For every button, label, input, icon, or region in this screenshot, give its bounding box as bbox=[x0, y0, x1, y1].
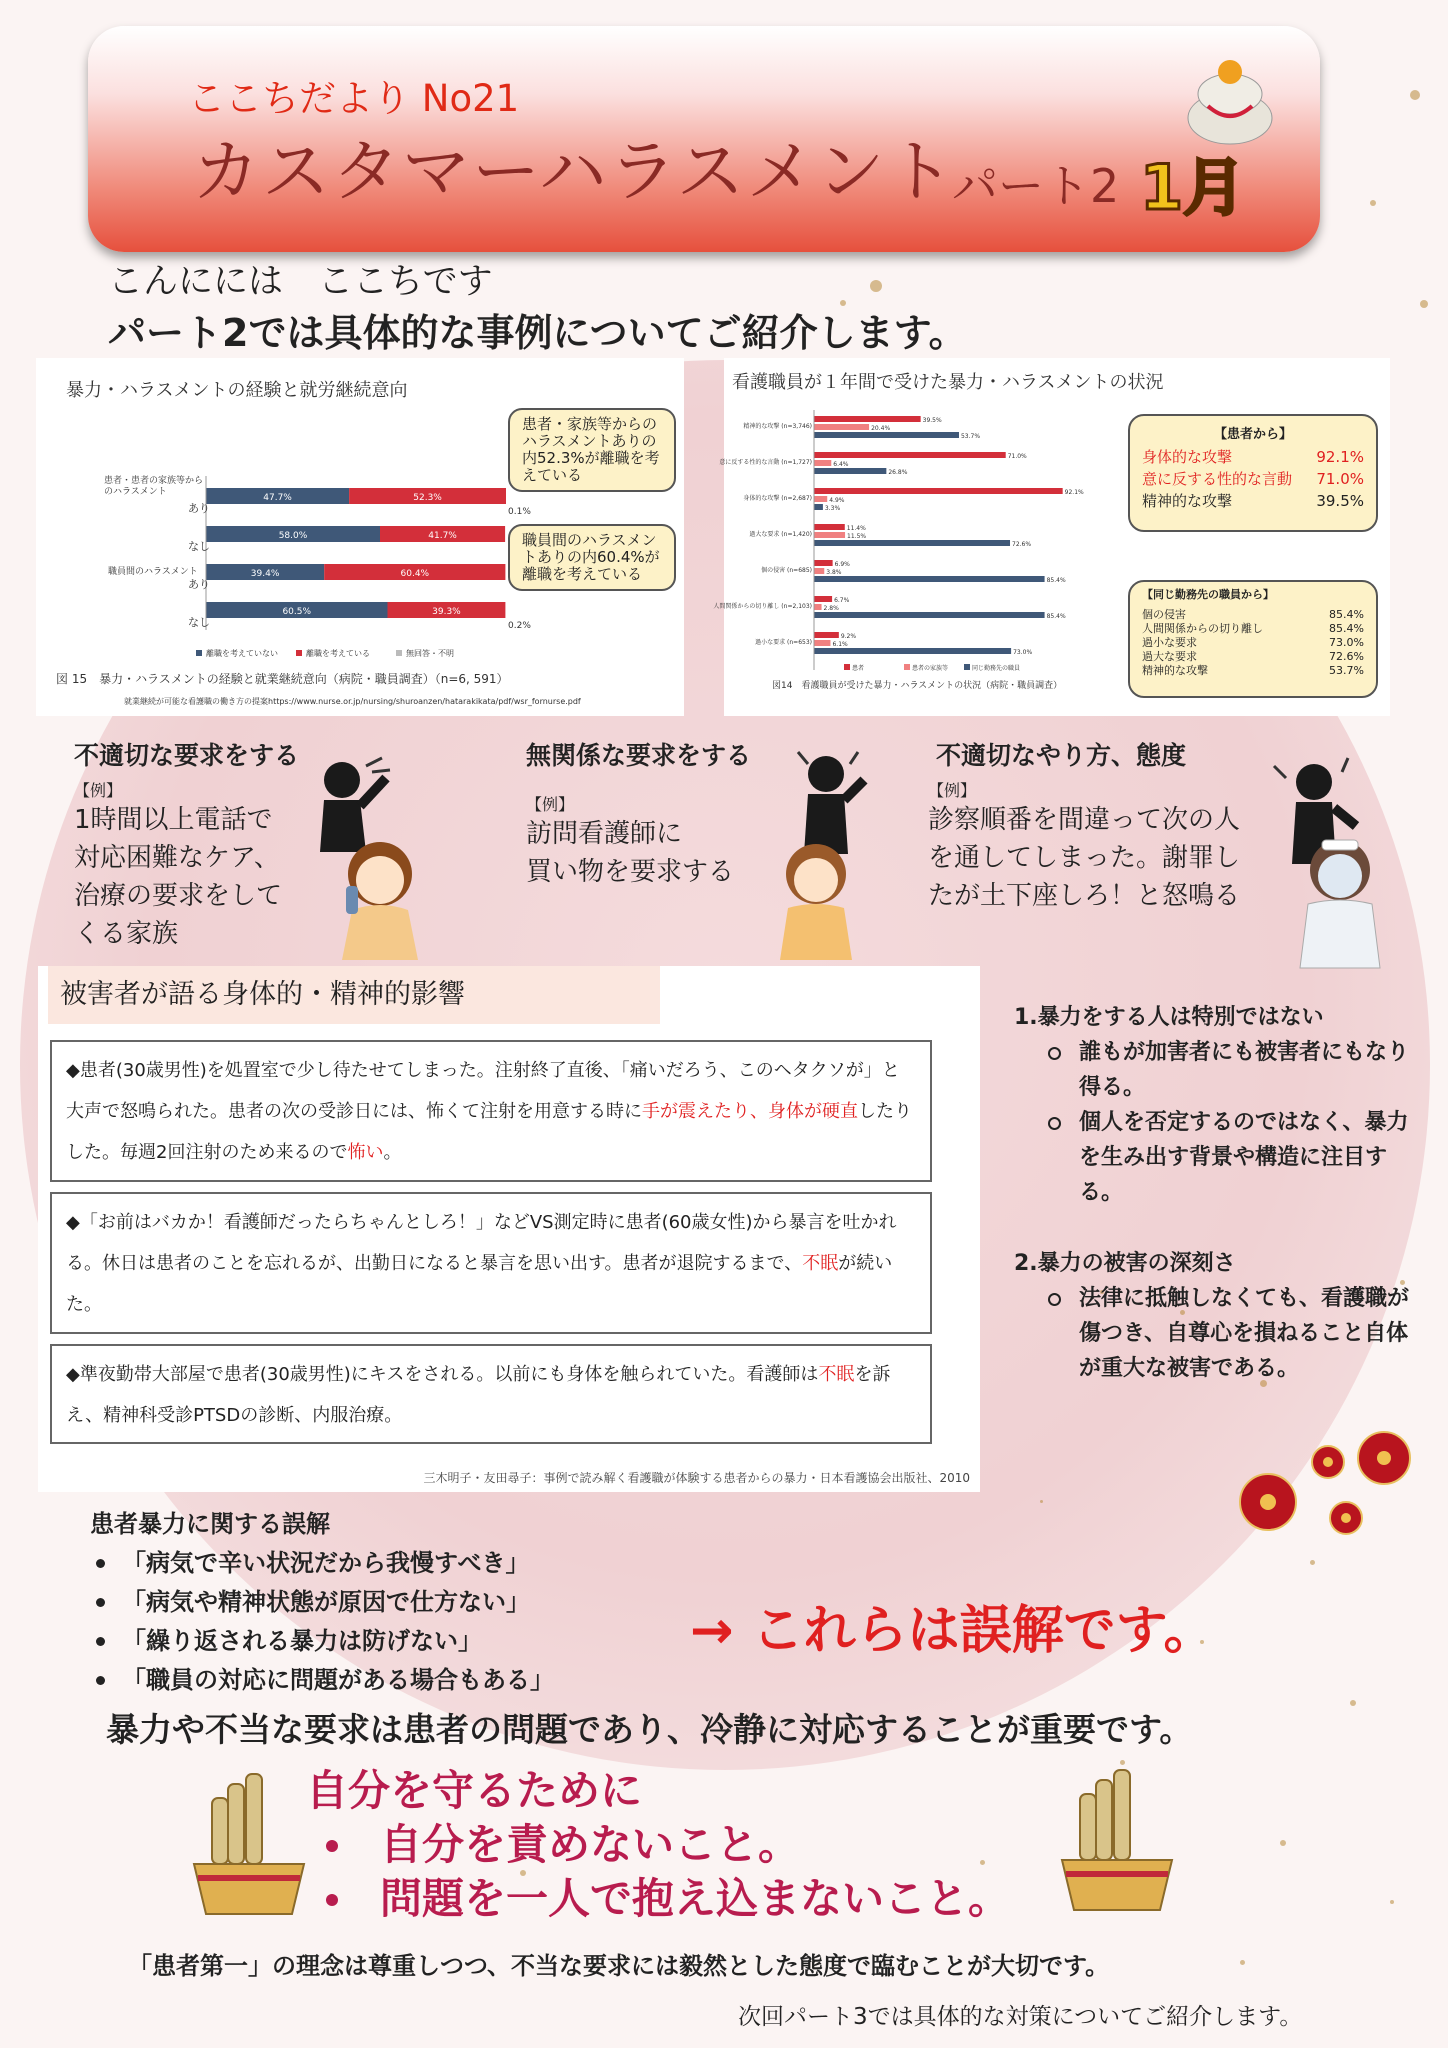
month-label: 1月 bbox=[1140, 151, 1246, 224]
key-points bbox=[1014, 1000, 1424, 1386]
conclusion: 暴力や不当な要求は患者の問題であり、冷静に対応することが重要です。 bbox=[106, 1710, 1193, 1749]
chart1-caption: 図 15 暴力・ハラスメントの経験と就業継続意向（病院・職員調査）（n=6, 591） bbox=[56, 672, 509, 686]
gold-speck bbox=[1420, 300, 1428, 308]
staff-row-3: 過小な要求 73.0% bbox=[1142, 636, 1364, 649]
chart2-label-3-1: 11.5% bbox=[847, 533, 867, 540]
point-2-sub-1: 法律に抵触しなくても、看護職が傷つき、自尊心を損ねること自体が重大な被害である。 bbox=[1014, 1281, 1424, 1386]
staff-row-2: 人間関係からの切り離し 85.4% bbox=[1142, 622, 1364, 635]
chart1-cat-2: なし bbox=[188, 540, 210, 553]
chart2-title: 看護職員が１年間で受けた暴力・ハラスメントの状況 bbox=[732, 372, 1164, 393]
victim-impact-section bbox=[38, 966, 980, 1492]
chart2-bar-3-0 bbox=[814, 524, 845, 530]
protect-heading: 自分を守るために bbox=[306, 1766, 643, 1815]
nurse-sad-icon bbox=[1290, 818, 1390, 968]
gold-speck bbox=[1120, 1760, 1125, 1765]
plum-blossom-icon bbox=[1228, 1418, 1428, 1568]
impact-heading: 被害者が語る身体的・精神的影響 bbox=[48, 966, 660, 1024]
chart2-bar-6-2 bbox=[814, 648, 1011, 654]
gold-speck bbox=[870, 280, 882, 292]
chart2-bar-1-1 bbox=[814, 460, 831, 466]
case1-example-label: 【例】 bbox=[74, 781, 123, 800]
chart1-label-2-0: 39.4% bbox=[250, 569, 280, 579]
chart2-label-4-0: 6.9% bbox=[834, 561, 850, 568]
impact-citation: 三木明子・友田尋子：事例で読み解く看護職が体験する患者からの暴力・日本看護協会出版社、2010 bbox=[423, 1471, 970, 1485]
misconception-4: 「職員の対応に問題がある場合もある」 bbox=[90, 1661, 554, 1700]
case1-line4: くる家族 bbox=[74, 919, 179, 949]
gold-speck bbox=[1280, 1840, 1286, 1846]
misconception-1: 「病気で辛い状況だから我慢すべき」 bbox=[90, 1544, 554, 1583]
chart2-bar-0-1 bbox=[814, 424, 869, 430]
chart2-bar-0-2 bbox=[814, 432, 959, 438]
chart2-bar-3-2 bbox=[814, 540, 1010, 546]
case3-line3: たが土下座しろ！と怒鳴る bbox=[928, 881, 1241, 911]
chart2-cat-1: 意に反する性的な言動 (n=1,727) bbox=[719, 459, 812, 466]
gold-speck bbox=[1240, 1960, 1245, 1965]
chart1-cat-3: あり bbox=[188, 578, 210, 591]
chart1-bubble2: 職員間のハラスメントありの内60.4%が離職を考えている bbox=[508, 524, 676, 591]
point-2-heading: 2.暴力の被害の深刻さ bbox=[1014, 1251, 1236, 1276]
box-patients-title: 【患者から】 bbox=[1213, 427, 1292, 442]
chart1-label-0-2: 0.1% bbox=[508, 507, 531, 517]
chart2-label-0-2: 53.7% bbox=[960, 433, 981, 440]
chart1-title: 暴力・ハラスメントの経験と就労継続意向 bbox=[66, 380, 408, 401]
chart1-cat-1: あり bbox=[188, 502, 210, 515]
chart2-cat-5: 人間関係からの切り離し (n=2,103) bbox=[713, 603, 812, 610]
nurse-phone-icon bbox=[330, 830, 430, 960]
chart2-legend-1: 患者の家族等 bbox=[912, 665, 949, 672]
case1-line2: 対応困難なケア、 bbox=[74, 843, 280, 873]
chart2-legend-swatch-1 bbox=[904, 664, 910, 670]
chart2-label-5-0: 6.7% bbox=[834, 597, 850, 604]
misconception-verdict: → これらは誤解です。 bbox=[690, 1601, 1216, 1661]
chart1-legend-swatch-2 bbox=[396, 650, 402, 656]
staff-row-5: 精神的な攻撃 53.7% bbox=[1142, 664, 1364, 677]
chart1-legend-swatch-1 bbox=[296, 650, 302, 656]
chart2-legend-swatch-2 bbox=[964, 664, 970, 670]
case1-line1: 1時間以上電話で bbox=[74, 805, 273, 835]
chart-panel-status bbox=[713, 358, 1390, 716]
chart2-cat-0: 精神的な攻撃 (n=3,746) bbox=[743, 423, 812, 430]
chart1-bubble1: 患者・家族等からのハラスメントありの内52.3%が離職を考えている bbox=[508, 408, 676, 492]
chart1-legend-2: 無回答・不明 bbox=[406, 649, 454, 658]
chart2-cat-2: 身体的な攻撃 (n=2,687) bbox=[743, 495, 812, 502]
patients-row-3: 精神的な攻撃 39.5% bbox=[1142, 492, 1364, 510]
chart2-cat-3: 過大な要求 (n=1,420) bbox=[749, 531, 812, 538]
kagami-mochi-icon bbox=[1178, 56, 1282, 148]
patients-row-1: 身体的な攻撃 92.1% bbox=[1142, 448, 1364, 466]
chart1-legend-swatch-0 bbox=[196, 650, 202, 656]
box-staff-title: 【同じ勤務先の職員から】 bbox=[1142, 588, 1274, 601]
chart2-bar-1-0 bbox=[814, 452, 1006, 458]
case3-line1: 診察順番を間違って次の人 bbox=[928, 805, 1241, 835]
chart2-legend-0: 患者 bbox=[852, 665, 865, 672]
greeting-line1: こんにには ここちです bbox=[108, 262, 493, 302]
chart2-bar-4-2 bbox=[814, 576, 1045, 582]
chart2-bar-6-0 bbox=[814, 632, 839, 638]
chart1-group2: 職員間のハラスメント bbox=[108, 567, 198, 577]
case3-line2: を通してしまった。謝罪し bbox=[928, 843, 1241, 873]
patients-row-2: 意に反する性的な言動 71.0% bbox=[1142, 470, 1364, 488]
case-inappropriate-manner bbox=[928, 736, 1240, 915]
chart2-bar-0-0 bbox=[814, 416, 921, 422]
chart2-legend-swatch-0 bbox=[844, 664, 850, 670]
misconception-3: 「繰り返される暴力は防げない」 bbox=[90, 1622, 554, 1661]
chart2-label-3-0: 11.4% bbox=[846, 525, 866, 532]
staff-row-1: 個の侵害 85.4% bbox=[1142, 608, 1364, 621]
chart2-bar-3-1 bbox=[814, 532, 845, 538]
chart2-cat-4: 個の侵害 (n=685) bbox=[761, 567, 812, 574]
chart2-label-2-2: 3.3% bbox=[824, 505, 841, 512]
header-banner bbox=[88, 26, 1320, 252]
misconception-2: 「病気や精神状態が原因で仕方ない」 bbox=[90, 1583, 554, 1622]
chart2-label-0-0: 39.5% bbox=[922, 417, 942, 424]
point-1-sub-1: 誰もが加害者にも被害者にもなり得る。 bbox=[1014, 1035, 1424, 1105]
next-issue-note: 次回パート3では具体的な対策についてご紹介します。 bbox=[738, 2004, 1303, 2030]
gold-speck bbox=[1350, 1700, 1356, 1706]
protect-item-1: 自分を責めないこと。 bbox=[306, 1818, 1010, 1872]
principle-note: 「患者第一」の理念は尊重しつつ、不当な要求には毅然とした態度で臨むことが大切です。 bbox=[128, 1952, 1110, 1980]
case2-line2: 買い物を要求する bbox=[526, 857, 735, 887]
impact-case-3: ◆準夜勤帯大部屋で患者(30歳男性)にキスをされる。以前にも身体を触られていた。看護師は不眠を訴え、精神科受診PTSDの診断、内服治療。 bbox=[50, 1344, 932, 1444]
chart2-label-1-2: 26.8% bbox=[888, 469, 908, 476]
chart1-legend-1: 離職を考えている bbox=[306, 649, 370, 658]
chart1-label-0-1: 52.3% bbox=[413, 493, 442, 503]
staff-row-4: 過大な要求 72.6% bbox=[1142, 650, 1364, 663]
chart-panel-continuation bbox=[36, 358, 684, 716]
case2-heading: 無関係な要求をする bbox=[526, 741, 752, 770]
gold-speck bbox=[1370, 200, 1376, 206]
chart2-bar-5-0 bbox=[814, 596, 832, 602]
point-1-sub-2: 個人を否定するのではなく、暴力を生み出す背景や構造に注目する。 bbox=[1014, 1105, 1424, 1210]
chart1-label-0-0: 47.7% bbox=[263, 493, 292, 503]
chart1-label-1-0: 58.0% bbox=[278, 531, 308, 541]
chart2-bar-5-2 bbox=[814, 612, 1045, 618]
protect-item-2: 問題を一人で抱え込まないこと。 bbox=[306, 1872, 1010, 1926]
chart1-source: 就業継続が可能な看護職の働き方の提案https://www.nurse.or.jp/nursing/shuroanzen/hatarakikata/pdf/wsr_fornurse.pdf bbox=[124, 697, 581, 706]
case3-heading: 不適切なやり方、態度 bbox=[936, 741, 1187, 770]
nurse-worried-icon bbox=[768, 830, 864, 960]
chart2-label-2-1: 4.9% bbox=[829, 497, 845, 504]
case1-heading: 不適切な要求をする bbox=[74, 741, 300, 770]
chart2-label-6-1: 6.1% bbox=[832, 641, 848, 648]
chart1-label-2-1: 60.4% bbox=[400, 569, 430, 579]
chart1-cat-4: なし bbox=[188, 616, 210, 629]
page-title: カスタマーハラスメント bbox=[192, 133, 957, 212]
chart2-bar-2-2 bbox=[814, 504, 823, 510]
chart2-label-6-2: 73.0% bbox=[1013, 649, 1033, 656]
chart2-box-staff bbox=[1128, 580, 1378, 698]
case3-example-label: 【例】 bbox=[928, 781, 977, 800]
issue-number: ここちだより No21 bbox=[188, 77, 520, 120]
kadomatsu-icon-2 bbox=[1052, 1770, 1182, 1920]
gold-speck bbox=[1410, 90, 1420, 100]
chart2-bar-4-1 bbox=[814, 568, 824, 574]
misconceptions bbox=[90, 1505, 554, 1700]
misconceptions-heading: 患者暴力に関する誤解 bbox=[90, 1510, 330, 1538]
chart2-label-5-1: 2.8% bbox=[823, 605, 839, 612]
case-unrelated-demand bbox=[526, 736, 751, 891]
case-inappropriate-demand bbox=[74, 736, 299, 953]
part-label: パート2 bbox=[952, 159, 1120, 213]
chart2-label-0-1: 20.4% bbox=[871, 425, 891, 432]
chart2-legend-2: 同じ勤務先の職員 bbox=[972, 665, 1021, 672]
chart2-label-1-0: 71.0% bbox=[1007, 453, 1027, 460]
chart2-cat-6: 過小な要求 (n=653) bbox=[755, 639, 812, 646]
chart2-box-patients bbox=[1128, 414, 1378, 532]
chart1-label-1-1: 41.7% bbox=[428, 531, 457, 541]
chart1-label-3-1: 39.3% bbox=[432, 607, 461, 617]
chart1-label-3-0: 60.5% bbox=[282, 607, 312, 617]
case2-example-label: 【例】 bbox=[526, 795, 575, 814]
gold-speck bbox=[1390, 1900, 1394, 1904]
chart2-caption: 図14 看護職員が受けた暴力・ハラスメントの状況（病院・職員調査） bbox=[772, 681, 1063, 691]
chart2-bar-5-1 bbox=[814, 604, 822, 610]
chart2-label-4-1: 3.8% bbox=[826, 569, 842, 576]
case2-line1: 訪問看護師に bbox=[526, 819, 683, 849]
impact-case-1: ◆患者(30歳男性)を処置室で少し待たせてしまった。注射終了直後、「痛いだろう、このヘタクソが」と大声で怒鳴られた。患者の次の受診日には、怖くて注射を用意する時に手が震えたり、身体が硬直したりした。毎週2回注射のため来るので怖い。 bbox=[50, 1040, 932, 1182]
chart2-label-4-2: 85.4% bbox=[1046, 577, 1066, 584]
chart2-bar-2-0 bbox=[814, 488, 1063, 494]
impact-case-2: ◆「お前はバカか！看護師だったらちゃんとしろ！」などVS測定時に患者(60歳女性)から暴言を吐かれる。休日は患者のことを忘れるが、出勤日になると暴言を思い出す。患者が退院するまで、不眠が続いた。 bbox=[50, 1192, 932, 1334]
chart1-group1: 患者・患者の家族等からのハラスメント bbox=[104, 476, 204, 497]
chart1-legend-0: 離職を考えていない bbox=[206, 649, 278, 658]
chart2-label-5-2: 85.4% bbox=[1046, 613, 1066, 620]
self-protection bbox=[306, 1764, 1010, 1926]
chart2-label-1-1: 6.4% bbox=[833, 461, 849, 468]
chart2-bar-6-1 bbox=[814, 640, 830, 646]
chart2-label-6-0: 9.2% bbox=[840, 633, 857, 640]
chart1-label-3-2: 0.2% bbox=[508, 621, 531, 631]
case1-line3: 治療の要求をして bbox=[74, 881, 283, 911]
chart2-bar-1-2 bbox=[814, 468, 886, 474]
chart2-label-2-0: 92.1% bbox=[1064, 489, 1084, 496]
gold-speck bbox=[1040, 1500, 1043, 1503]
kadomatsu-icon bbox=[184, 1774, 314, 1924]
chart2-label-3-2: 72.6% bbox=[1012, 541, 1032, 548]
point-1-heading: 1.暴力をする人は特別ではない bbox=[1014, 1005, 1324, 1030]
greeting-line2: パート2では具体的な事例についてご紹介します。 bbox=[108, 311, 967, 355]
chart2-bar-4-0 bbox=[814, 560, 833, 566]
chart2-bar-2-1 bbox=[814, 496, 827, 502]
